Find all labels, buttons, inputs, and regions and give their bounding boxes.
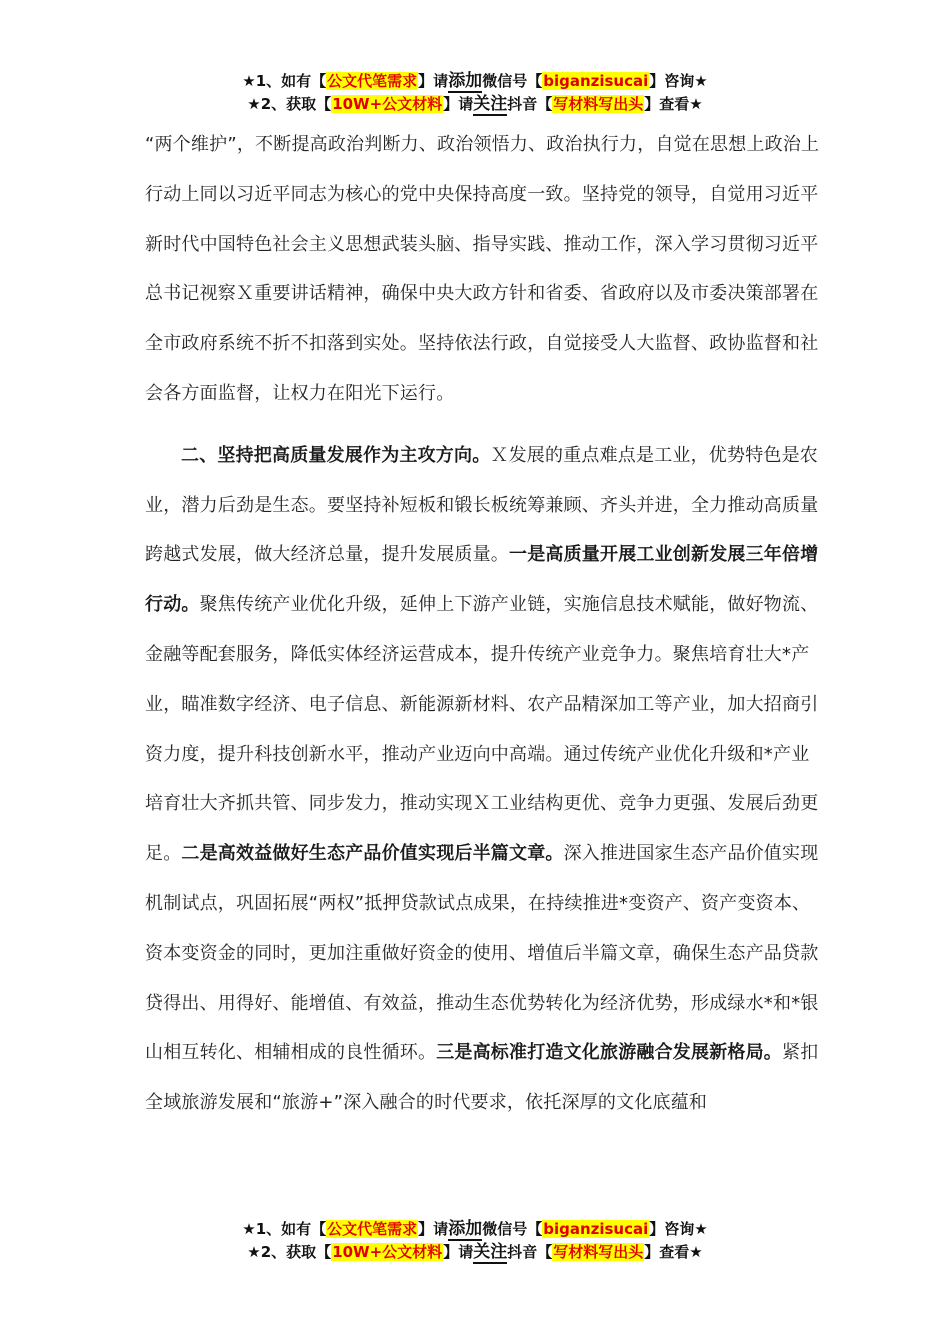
- banner-highlight: 10W+公文材料: [332, 1243, 443, 1261]
- banner-text: 】请: [443, 95, 474, 113]
- paragraph-2: [145, 431, 825, 1128]
- banner-text: 】请: [443, 1243, 474, 1261]
- banner-emphasis: 添加: [448, 71, 483, 91]
- banner-text: ★2、获取【: [247, 1243, 332, 1261]
- banner-highlight: 公文代笔需求: [327, 1220, 418, 1238]
- paragraph-text: Ｘ发展的重点难点是工业，优势特色是农业，潜力后劲是生态。要坚持补短板和锻长板统筹兼顾、齐头并进，全力推动高质量跨越式发展，做大经济总量，提升发展质量。: [145, 444, 819, 566]
- banner-emphasis: 添加: [448, 1219, 483, 1239]
- banner-text: 】请: [418, 72, 449, 90]
- banner-emphasis: 关注: [473, 1242, 508, 1262]
- banner-line-1: [0, 70, 950, 93]
- banner-highlight: 10W+公文材料: [332, 95, 443, 113]
- subheading-2: 二是高效益做好生态产品价值实现后半篇文章。: [181, 843, 564, 865]
- document-body: [145, 120, 825, 1128]
- banner-douyin-id: 写材料写出头: [553, 95, 644, 113]
- banner-text: ★1、如有【: [242, 72, 327, 90]
- paragraph-1: “两个维护”，不断提高政治判断力、政治领悟力、政治执行力，自觉在思想上政治上行动上同以习近平同志为核心的党中央保持高度一致。坚持党的领导，自觉用习近平新时代中国特色社会主义思想武装头脑、指导实践、推动工作，深入学习贯彻习近平总书记视察Ｘ重要讲话精神，确保中央大政方针和省委、省政府以及市委决策部署在全市政府系统不折不扣落到实处。坚持依法行政，自觉接受人大监督、政协监督和社会各方面监督，让权力在阳光下运行。: [145, 134, 820, 404]
- banner-douyin-id: 写材料写出头: [553, 1243, 644, 1261]
- footer-banner: [0, 1218, 950, 1264]
- banner-text: 微信号【: [482, 1220, 543, 1238]
- banner-emphasis: 关注: [473, 94, 508, 114]
- banner-text: 抖音【: [507, 95, 553, 113]
- banner-text: 抖音【: [507, 1243, 553, 1261]
- banner-text: 】咨询★: [649, 1220, 708, 1238]
- header-banner: [0, 70, 950, 116]
- banner-text: ★2、获取【: [247, 95, 332, 113]
- banner-text: ★1、如有【: [242, 1220, 327, 1238]
- banner-text: 微信号【: [482, 72, 543, 90]
- banner-text: 】查看★: [644, 1243, 703, 1261]
- paragraph-text: 紧扣全域旅游发展和“旅游+”深入融合的时代要求，依托深厚的文化底蕴和: [145, 1042, 819, 1114]
- banner-text: 】查看★: [644, 95, 703, 113]
- banner-line-1: [0, 1218, 950, 1241]
- paragraph-text: 深入推进国家生态产品价值实现机制试点，巩固拓展“两权”抵押贷款试点成果，在持续推进*变资产、资产变资本、资本变资金的同时，更加注重做好资金的使用、增值后半篇文章，确保生态产品贷款贷得出、用得好、能增值、有效益，推动生态优势转化为经济优势，形成绿水*和*银山相互转化、相辅相成的良性循环。: [145, 843, 819, 1064]
- banner-text: 】请: [418, 1220, 449, 1238]
- banner-text: 】咨询★: [649, 72, 708, 90]
- banner-wechat-id: biganzisucai: [543, 1220, 649, 1238]
- banner-highlight: 公文代笔需求: [327, 72, 418, 90]
- banner-line-2: [0, 1241, 950, 1264]
- subheading-1: 一是高质量开展工业创新发展三年倍增行动。: [145, 544, 819, 616]
- banner-wechat-id: biganzisucai: [543, 72, 649, 90]
- banner-line-2: [0, 93, 950, 116]
- subheading-3: 三是高标准打造文化旅游融合发展新格局。: [436, 1042, 783, 1064]
- section-heading: 二、坚持把高质量发展作为主攻方向。: [181, 444, 491, 466]
- paragraph-text: 聚焦传统产业优化升级，延伸上下游产业链，实施信息技术赋能，做好物流、金融等配套服务，降低实体经济运营成本，提升传统产业竞争力。聚焦培育壮大*产业，瞄准数字经济、电子信息、新能源新材料、农产品精深加工等产业，加大招商引资力度，提升科技创新水平，推动产业迈向中高端。通过传统产业优化升级和*产业培育壮大齐抓共管、同步发力，推动实现Ｘ工业结构更优、竞争力更强、发展后劲更足。: [145, 594, 819, 865]
